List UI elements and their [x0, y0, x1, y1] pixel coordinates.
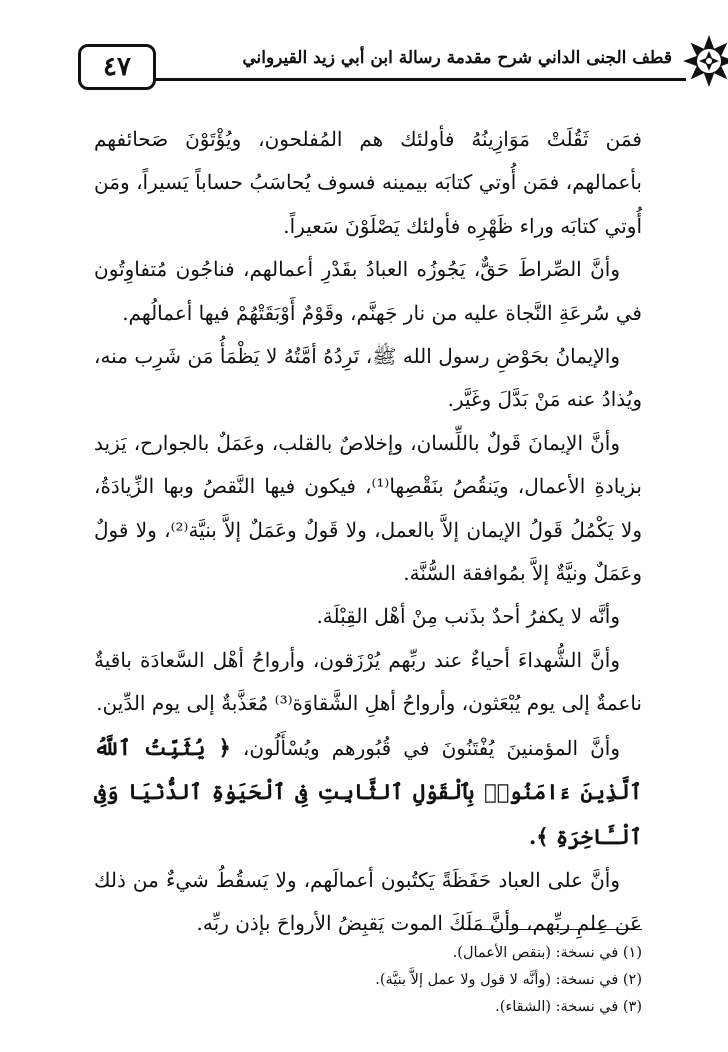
footnote: (٢) في نسخة: (وأنَّه لا قول ولا عمل إلاَّ بنيَّة).: [375, 972, 642, 988]
footnote-rule: [466, 929, 642, 930]
running-title: قطف الجنى الداني شرح مقدمة رسالة ابن أبي زيد القيرواني: [242, 48, 672, 68]
footnote: (٣) في نسخة: (الشقاء).: [495, 999, 642, 1015]
footnote: (١) في نسخة: (بنقص الأعمال).: [452, 945, 642, 961]
footnotes: [94, 940, 642, 1021]
paragraph: وأنَّ الإيمانَ قَولٌ باللِّسان، وإخلاصٌ بالقلب، وعَمَلٌ بالجوارح، يَزيد بزيادةِ الأعمال، ويَنقُصُ بنَقْصِها⁽¹⁾، فيكون فيها النَّقصُ وبها الزِّيادَةُ، ولا يَكْمُلُ قَولُ الإيمان إلاَّ بالعمل، ولا قَولٌ وعَمَلٌ إلاَّ بنيَّة⁽²⁾، ولا قولٌ وعَمَلٌ ونيَّةٌ إلاَّ بمُوافقة السُّنَّة.: [94, 430, 642, 586]
paragraph: وأنَّه لا يكفرُ أحدٌ بذَنب مِنْ أهْل القِبْلَة.: [316, 604, 620, 629]
main-text: [94, 118, 642, 946]
header-rule: [86, 78, 686, 81]
paragraph: والإيمانُ بحَوْضِ رسول الله ﷺ، تَرِدُهُ أمَّتُهُ لا يَظْمَأُ مَن شَرِب منه، ويُذادُ عنه مَنْ بَدَّلَ وغَيَّر.: [94, 344, 642, 412]
page-number: ٤٧: [78, 44, 156, 90]
paragraph: وأنَّ الشُّهداءَ أحياءٌ عند ربِّهم يُرْزَقون، وأرواحُ أهْل السَّعادَة باقيةٌ ناعمةٌ إلى يوم يُبْعَثون، وأرواحُ أهلِ الشَّقاوَة⁽³⁾ مُعَذَّبةٌ إلى يوم الدِّين.: [94, 647, 642, 716]
paragraph: فمَن ثَقُلَتْ مَوَازِينُهُ فأولئك هم المُفلحون، ويُؤْتَوْنَ صَحائفهم بأعمالهم، فمَن أُوتي كتابَه بيمينه فسوف يُحاسَبُ حساباً يَسيراً، ومَن أُوتي كتابَه وراء ظَهْرِه فأولئك يَصْلَوْنَ سَعيراً.: [94, 127, 642, 238]
quran-verse: ﴿ يُثَبِّتُ ٱللَّهُ ٱلَّذِينَ ءَامَنُوا۟ بِٱلْقَوْلِ ٱلثَّابِتِ فِى ٱلْحَيَوٰةِ ٱلدُّنْيَا وَفِى ٱلْـَٔاخِرَةِ ﴾.: [94, 734, 642, 849]
paragraph: وأنَّ على العباد حَفَظَةً يَكتُبون أعمالَهم، ولا يَسقُطُ شيءٌ من ذلك عَن عِلمِ ربِّهم، وأنَّ مَلَكَ الموت يَقبِضُ الأرواحَ بإذن ربِّه.: [94, 867, 642, 936]
paragraph-text: وأنَّ المؤمنينَ يُفْتَنُونَ في قُبُورهم ويُسْأَلُون،: [230, 735, 620, 760]
paragraph: وأنَّ الصِّراطَ حَقٌّ، يَجُوزُه العبادُ بقَدْرِ أعمالهم، فناجُون مُتفاوِتُون في سُرعَةِ النَّجاة عليه من نار جَهنَّم، وقَوْمٌ أَوْبَقَتْهُمْ فيها أعمالُهم.: [94, 257, 642, 325]
paragraph: [94, 726, 642, 859]
page-header: [86, 40, 686, 98]
star-ornament-icon: [680, 32, 728, 90]
